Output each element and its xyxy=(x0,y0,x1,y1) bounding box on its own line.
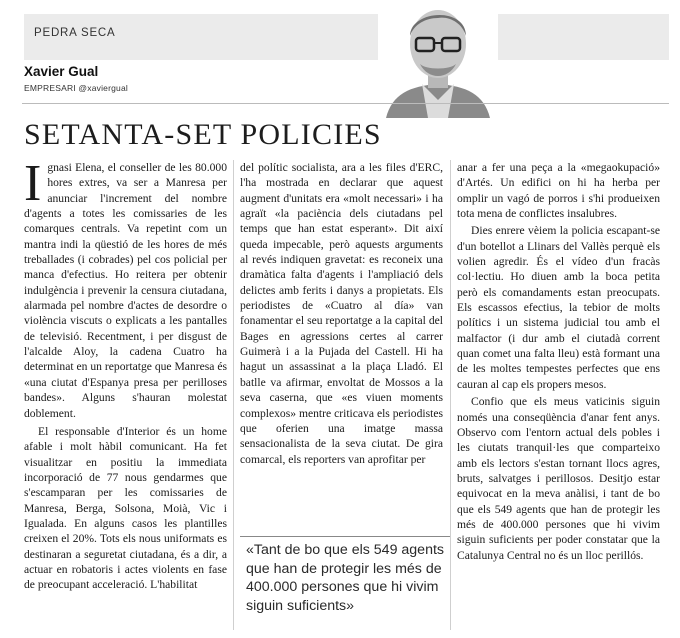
column-3 xyxy=(457,160,660,563)
section-label: PEDRA SECA xyxy=(34,27,116,39)
drop-cap: I xyxy=(24,155,42,212)
article-header xyxy=(0,0,680,118)
column-1 xyxy=(24,155,227,593)
pullquote: «Tant de bo que els 549 agents que han de protegir les més de 400.000 persones que hi vivim siguin suficients» xyxy=(246,542,444,614)
paragraph: El responsable d'Interior és un home afable i molt hàbil comunicant. Ha fet visualitzar en positiu la immediata incorporació de 77 nous gendarmes que s'escamparan per les comissaries de Manresa, Berga, Solsona, Moià, Vic i Igualada. En alguns casos les plantilles creixen el 20%. Tots els nous uniformats es destinaran a seguretat ciutadana, és a dir, a actuar en robatoris i actes violents en fase de preocupant acceleració. L'habilitat xyxy=(24,424,227,592)
pullquote-rule xyxy=(240,536,450,537)
headline: SETANTA-SET POLICIES xyxy=(24,118,382,151)
column-2 xyxy=(240,160,443,467)
header-divider xyxy=(22,103,669,104)
author-role: EMPRESARI @xaviergual xyxy=(24,83,129,93)
paragraph: del polític socialista, ara a les files d'ERC, l'ha mostrada en declarar que aquest augment d'unitats era «molt necessari» i ha agraït «la paciència dels ciutadans pel temps que han estat esperant». Dit així queda impecable, però aquests arguments al revés indiquen gravetat: es reconeix una dramàtica falta d'agents i l'ampliació dels delictes amb ferits i danys a propietats. Els periodistes de «Cuatro al día» van fonamentar el seu reportatge a la capital del Bages en agressions certes al carrer Guimerà i a la Pujada del Castell. Hi ha hagut un assassinat a la plaça Lladó. El batlle va afirmar, envoltat de Mossos a la seva caserna, que «es viuen moments complexos» mentre criticava els periodistes que oferien una imatge massa sensacionalista de la seva ciutat. De gira comarcal, els reporters van aprofitar per xyxy=(240,161,443,466)
paragraph: anar a fer una peça a la «megaokupació» d'Artés. Un edifici on hi ha herba per omplir un vagó de porros i s'hi produeixen tota mena de conflictes insalubres. xyxy=(457,161,660,221)
author-name: Xavier Gual xyxy=(24,64,99,79)
column-divider xyxy=(450,160,451,630)
paragraph: Confio que els meus vaticinis siguin només una conseqüència d'anar fent anys. Observo com l'entorn actual dels pobles i les ciutats tranquil·les que comparteixo amb els lectors s'estan tornant llocs agres, bruts, salvatges i perillosos. Desitjo estar equivocat en la meva anàlisi, i tant de bo que els 549 agents que han de protegir les més de 400.000 persones que hi vivim siguin suficients per poder constatar que la Catalunya Central no és un lloc perillós. xyxy=(457,395,660,562)
paragraph: gnasi Elena, el conseller de les 80.000 hores extres, va ser a Manresa per anunciar l'increment del nombre d'agents a totes les comissaries de les comarques centrals. Va repetint com un mantra indi la qüestió de les hores de més treballades (i cobrades) pel cos policial per manca d'efectius. Ho reitera per obtenir indulgència i prevenir la censura ciutadana, alarmada pel nombre d'actes de desordre o violència viscuts o explicats a les pantalles de televisió. Recentment, i per disgust de l'alcalde Aloy, la cadena Cuatro ha determinat en un reportatge que Manresa és «una ciutat d'Espanya presa per perilloses bandes». Alguns s'hauran molestat doblement. xyxy=(24,161,227,420)
paragraph: Dies enrere vèiem la policia escapant-se d'un botellot a Llinars del Vallès perquè els volien agredir. És el vídeo d'un fracàs col·lectiu. Ho diuen amb la boca petita però els comandaments estan preocupats. Els escassos efectius, la tebior de molts polítics i un sistema judicial tou amb el malfactor (i dur amb el ciutadà corrent quan comet una falta lleu) està formant una de les moltes tempestes perfectes que ens cauran al cap els propers mesos. xyxy=(457,224,660,391)
column-divider xyxy=(233,160,234,630)
author-portrait-icon xyxy=(378,0,498,118)
section-bar xyxy=(24,14,669,60)
